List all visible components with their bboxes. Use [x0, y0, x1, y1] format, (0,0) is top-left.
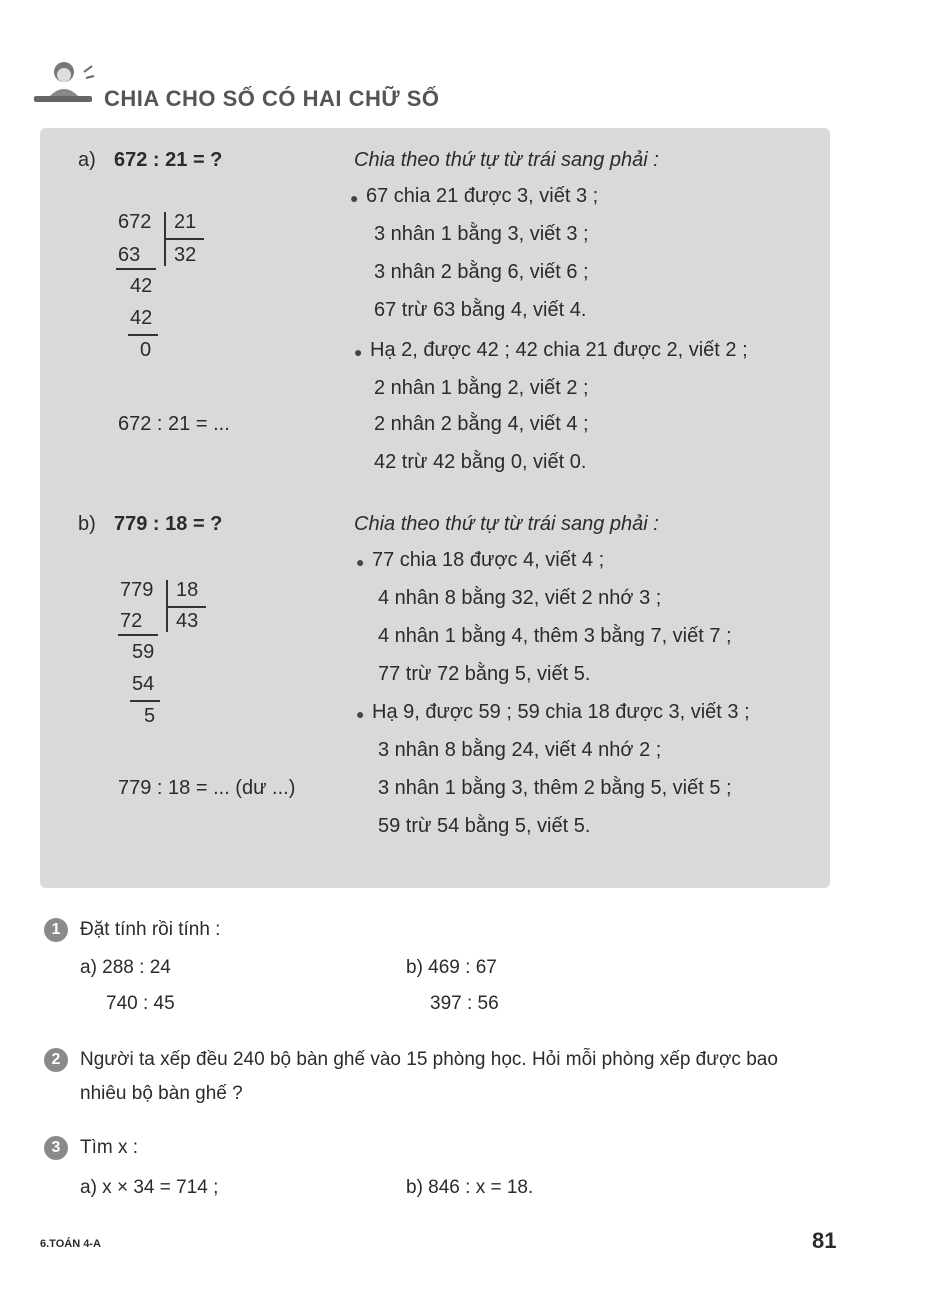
step-b-1: 77 chia 18 được 4, viết 4 ;	[372, 549, 605, 571]
divisor: 18	[176, 579, 199, 601]
part-a-heading: Chia theo thứ tự từ trái sang phải :	[354, 149, 659, 171]
remainder-1: 42	[130, 275, 153, 297]
divisor: 21	[174, 211, 197, 233]
step-b-2: 4 nhân 8 bằng 32, viết 2 nhớ 3 ;	[378, 587, 662, 609]
exercise-1-number: 1	[44, 918, 68, 942]
remainder-2: 5	[144, 705, 156, 727]
step-b-5: Hạ 9, được 59 ; 59 chia 18 được 3, viết 3 ;	[372, 701, 750, 723]
dividend: 779	[120, 579, 154, 601]
exercise-1-text: Đặt tính rồi tính :	[80, 919, 221, 940]
page-number: 81	[812, 1228, 837, 1253]
subtrahend-2: 42	[130, 307, 153, 329]
bullet-icon: ●	[350, 190, 359, 206]
quotient: 43	[176, 610, 199, 632]
step-b-3: 4 nhân 1 bằng 4, thêm 3 bằng 7, viết 7 ;	[378, 625, 732, 647]
step-a-3: 3 nhân 2 bằng 6, viết 6 ;	[374, 261, 589, 283]
subtrahend-1: 72	[120, 610, 143, 632]
exercise-1b-1: b) 469 : 67	[406, 957, 497, 978]
exercise-2-number: 2	[44, 1048, 68, 1072]
bullet-icon: ●	[356, 554, 365, 570]
step-b-6: 3 nhân 8 bằng 24, viết 4 nhớ 2 ;	[378, 739, 662, 761]
page-title: CHIA CHO SỐ CÓ HAI CHỮ SỐ	[104, 86, 440, 111]
exercise-1a-1: a) 288 : 24	[80, 957, 171, 978]
part-a-label: a)	[78, 149, 96, 171]
step-a-5: Hạ 2, được 42 ; 42 chia 21 được 2, viết 2 ;	[370, 339, 748, 361]
part-a-result: 672 : 21 = ...	[118, 413, 230, 435]
bullet-icon: ●	[354, 344, 363, 360]
remainder-1: 59	[132, 641, 155, 663]
exercise-3a: a) x × 34 = 714 ;	[80, 1177, 219, 1198]
step-a-4: 67 trừ 63 bằng 4, viết 4.	[374, 299, 587, 321]
child-mascot-icon	[28, 58, 98, 108]
exercise-3b: b) 846 : x = 18.	[406, 1177, 534, 1198]
dividend: 672	[118, 211, 152, 233]
exercise-1b-2: 397 : 56	[430, 993, 499, 1014]
bullet-icon: ●	[356, 706, 365, 722]
long-division-a	[110, 210, 220, 360]
part-b-heading: Chia theo thứ tự từ trái sang phải :	[354, 513, 659, 535]
subtrahend-2: 54	[132, 673, 155, 695]
step-a-2: 3 nhân 1 bằng 3, viết 3 ;	[374, 223, 589, 245]
exercise-2-line-2: nhiêu bộ bàn ghế ?	[80, 1083, 243, 1104]
step-b-8: 59 trừ 54 bằng 5, viết 5.	[378, 815, 591, 837]
step-a-8: 42 trừ 42 bằng 0, viết 0.	[374, 451, 587, 473]
subtrahend-1: 63	[118, 244, 141, 266]
part-b-result: 779 : 18 = ... (dư ...)	[118, 777, 296, 799]
step-a-7: 2 nhân 2 bằng 4, viết 4 ;	[374, 413, 589, 435]
part-b-problem: 779 : 18 = ?	[114, 513, 223, 535]
step-b-7: 3 nhân 1 bằng 3, thêm 2 bằng 5, viết 5 ;	[378, 777, 732, 799]
part-b-label: b)	[78, 513, 96, 535]
exercise-3-text: Tìm x :	[80, 1137, 139, 1158]
step-a-1: 67 chia 21 được 3, viết 3 ;	[366, 185, 599, 207]
footer-book-code: 6.TOÁN 4-A	[40, 1238, 101, 1250]
remainder-2: 0	[140, 339, 152, 361]
step-b-4: 77 trừ 72 bằng 5, viết 5.	[378, 663, 591, 685]
long-division-b	[112, 578, 222, 728]
step-a-6: 2 nhân 1 bằng 2, viết 2 ;	[374, 377, 589, 399]
exercise-3-number: 3	[44, 1136, 68, 1160]
part-a-problem: 672 : 21 = ?	[114, 149, 223, 171]
exercise-2-line-1: Người ta xếp đều 240 bộ bàn ghế vào 15 phòng học. Hỏi mỗi phòng xếp được bao	[80, 1049, 778, 1070]
quotient: 32	[174, 244, 197, 266]
exercise-1a-2: 740 : 45	[106, 993, 175, 1014]
